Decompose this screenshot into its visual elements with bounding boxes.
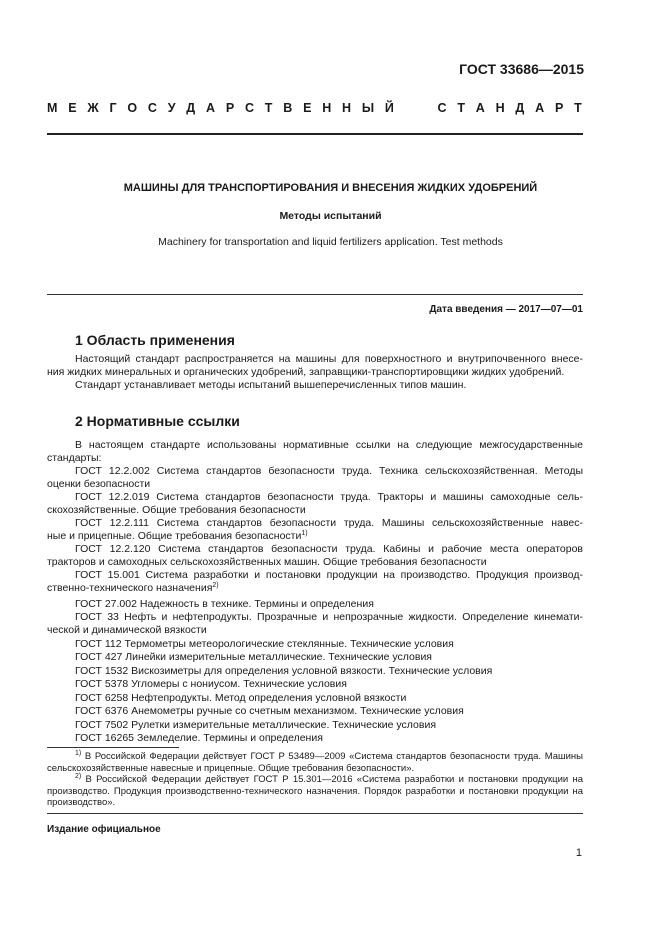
- reference-line: оценки безопасности: [47, 478, 151, 490]
- banner-letter: Ы: [361, 101, 375, 115]
- english-title: Machinery for transportation and liquid fertilizers application. Test methods: [158, 236, 503, 248]
- section-1-paragraph-2: Стандарт устанавливает методы испытаний вышеперечисленных типов машин.: [75, 379, 467, 391]
- reference-line: ГОСТ 12.2.002 Система стандартов безопасности труда. Техника сельскохозяйственная. Методы: [75, 465, 583, 477]
- reference-line: [47, 582, 583, 595]
- reference-line: ГОСТ 33 Нефть и нефтепродукты. Прозрачные и непрозрачные жидкости. Определение кинемати-: [75, 611, 583, 623]
- banner-letter: Н: [342, 101, 352, 115]
- banner-letter: С: [437, 101, 447, 115]
- banner-letter: О: [127, 101, 138, 115]
- banner-letter: Д: [515, 101, 525, 115]
- introduction-date: Дата введения — 2017—07—01: [429, 304, 583, 315]
- reference-line: ГОСТ 112 Термометры метеорологические стеклянные. Технические условия: [75, 638, 454, 650]
- banner-letter: А: [206, 101, 216, 115]
- banner-letter: Е: [303, 101, 312, 115]
- reference-line: ГОСТ 27.002 Надежность в технике. Термины и определения: [75, 598, 374, 610]
- banner-word-gap: [405, 101, 427, 115]
- reference-line: ГОСТ 6258 Нефтепродукты. Метод определения условной вязкости: [75, 692, 407, 704]
- banner-letter: Р: [225, 101, 235, 115]
- document-code: ГОСТ 33686—2015: [459, 61, 584, 77]
- banner-letter: Ж: [87, 101, 99, 115]
- banner-letter: Р: [554, 101, 564, 115]
- standard-type-banner: [47, 101, 582, 115]
- reference-line: скохозяйственные. Общие требования безопасности: [47, 504, 306, 516]
- banner-letter: С: [244, 101, 254, 115]
- reference-line: ГОСТ 427 Линейки измерительные металлические. Технические условия: [75, 651, 432, 663]
- banner-letter: Т: [264, 101, 273, 115]
- reference-line: ГОСТ 7502 Рулетки измерительные металлические. Технические условия: [75, 719, 437, 731]
- footnote-1: [47, 751, 583, 774]
- footnote-mark-1: 1): [75, 750, 82, 757]
- section-1-heading: 1 Область применения: [75, 332, 235, 348]
- banner-letter: С: [147, 101, 157, 115]
- banner-letter: Т: [574, 101, 582, 115]
- section-2-heading: 2 Нормативные ссылки: [75, 413, 240, 429]
- section-1-paragraph-line: ния жидких минеральных и органических удобрений, заправщики-транспортировщики жидких удобрений.: [47, 366, 565, 378]
- reference-line: ГОСТ 6376 Анемометры ручные со счетным механизмом. Технические условия: [75, 705, 464, 717]
- section-2-intro-line: В настоящем стандарте использованы нормативные ссылки на следующие межгосударственные: [75, 439, 583, 451]
- footnote-ref-1: 1): [301, 530, 308, 537]
- reference-text: ственно-технического назначения: [47, 582, 213, 594]
- reference-line: ГОСТ 16265 Земледелие. Термины и определения: [75, 732, 323, 744]
- title-rule: [47, 294, 583, 295]
- section-2-intro-line: стандарты:: [47, 452, 102, 464]
- banner-letter: М: [47, 101, 58, 115]
- banner-letter: Т: [457, 101, 465, 115]
- page-number: 1: [575, 847, 582, 859]
- banner-letter: У: [167, 101, 176, 115]
- reference-text: ные и прицепные. Общие требования безопасности: [47, 530, 302, 542]
- document-title: МАШИНЫ ДЛЯ ТРАНСПОРТИРОВАНИЯ И ВНЕСЕНИЯ ЖИДКИХ УДОБРЕНИЙ: [123, 182, 538, 194]
- banner-letter: Е: [68, 101, 77, 115]
- footnote-rule: [47, 747, 179, 748]
- banner-letter: Н: [495, 101, 505, 115]
- footnote-ref-2: 2): [212, 582, 219, 589]
- reference-line: ческой и динамической вязкости: [47, 624, 207, 636]
- reference-line: [47, 530, 583, 543]
- reference-line: ГОСТ 12.2.120 Система стандартов безопасности труда. Кабины и рабочие места операторов: [75, 543, 583, 555]
- section-1-paragraph-line: Настоящий стандарт распространяется на машины для поверхностного и внутрипочвенного внесе-: [75, 353, 583, 365]
- document-subtitle: Методы испытаний: [279, 210, 382, 222]
- banner-letter: А: [475, 101, 485, 115]
- reference-line: ГОСТ 12.2.019 Система стандартов безопасности труда. Тракторы и машины самоходные сель-: [75, 491, 583, 503]
- reference-line: ГОСТ 1532 Вискозиметры для определения условной вязкости. Технические условия: [75, 665, 493, 677]
- banner-letter: В: [283, 101, 293, 115]
- footnote-mark-2: 2): [75, 773, 82, 780]
- footer-rule: [47, 813, 583, 814]
- reference-line: ГОСТ 12.2.111 Система стандартов безопасности труда. Машины сельскохозяйственные навес-: [75, 517, 583, 529]
- banner-letter: Н: [322, 101, 332, 115]
- footnote-1-text: В Российской Федерации действует ГОСТ Р 53489—2009 «Система стандартов безопасности труда. Машины сельскохозяйственные навесные и прицепные. Общие требования безопасности».: [47, 751, 583, 774]
- reference-line: ГОСТ 15.001 Система разработки и постановки продукции на производство. Продукция производ-: [75, 569, 583, 581]
- official-edition-label: Издание официальное: [47, 824, 161, 835]
- banner-letter: Г: [109, 101, 117, 115]
- reference-line: ГОСТ 5378 Угломеры с нониусом. Технические условия: [75, 678, 347, 690]
- banner-letter: А: [535, 101, 545, 115]
- header-rule: [47, 133, 583, 135]
- reference-line: тракторов и самоходных сельскохозяйственных машин. Общие требования безопасности: [47, 556, 487, 568]
- footnote-2: [47, 774, 583, 809]
- footnote-2-text: В Российской Федерации действует ГОСТ Р 15.301—2016 «Система разработки и постановки продукции на производство. Продукция производственно-технического назначения. Порядок разработки и постановки продукции на производство».: [47, 774, 583, 808]
- banner-letter: Д: [186, 101, 196, 115]
- banner-letter: Й: [384, 101, 394, 115]
